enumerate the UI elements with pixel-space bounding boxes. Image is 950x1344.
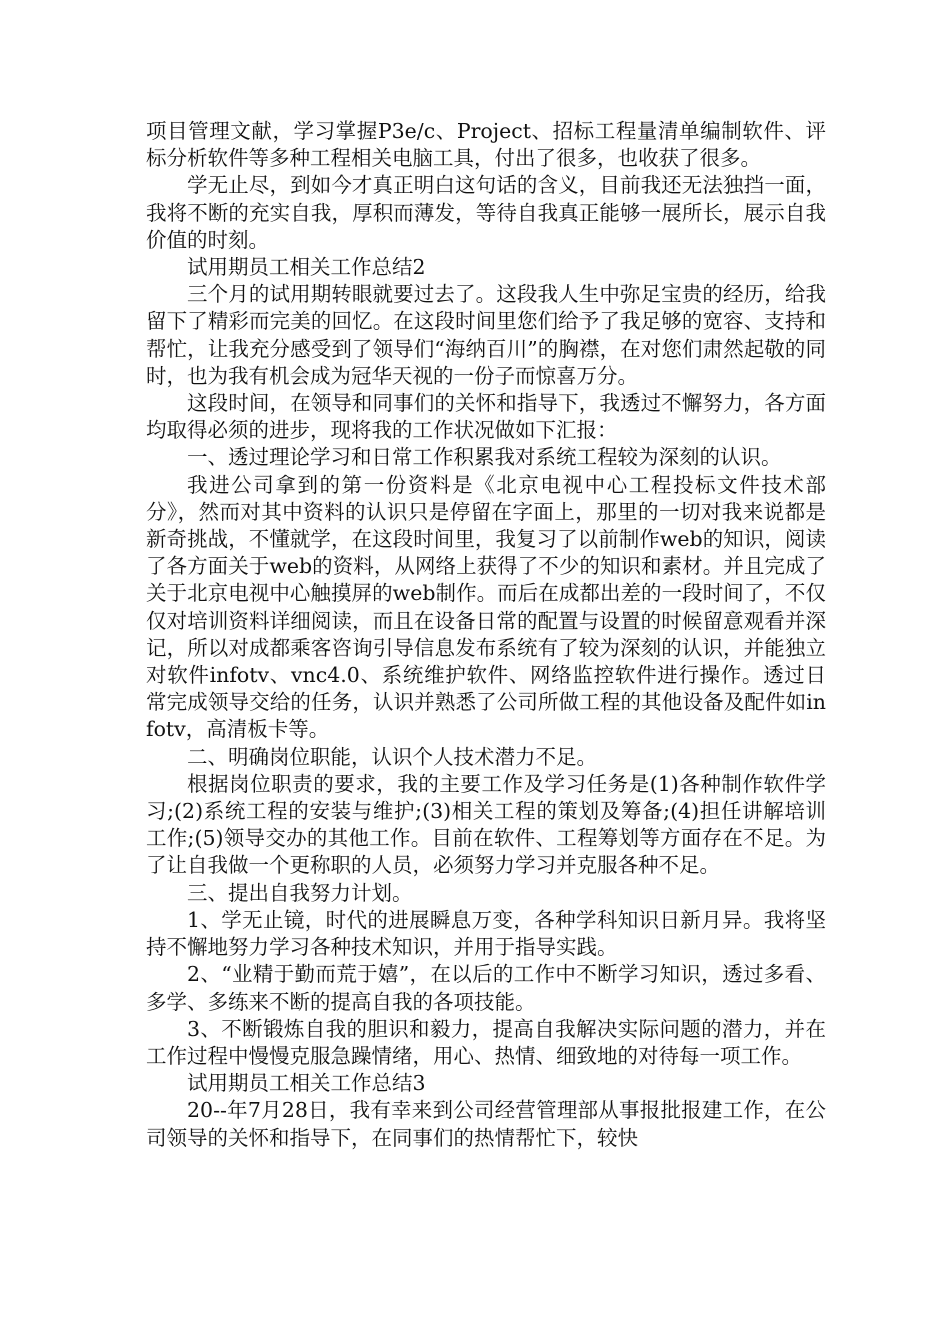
list-item-1: 1、学无止镜，时代的进展瞬息万变，各种学科知识日新月异。我将坚持不懈地努力学习各种技术知识，并用于指导实践。	[146, 907, 826, 960]
subheading-3: 三、提出自我努力计划。	[187, 880, 413, 905]
subheading-1: 一、透过理论学习和日常工作积累我对系统工程较为深刻的认识。	[187, 445, 782, 470]
section-heading-3: 试用期员工相关工作总结3	[187, 1071, 426, 1096]
paragraph: 三个月的试用期转眼就要过去了。这段我人生中弥足宝贵的经历，给我留下了精彩而完美的回忆。在这段时间里您们给予了我足够的宽容、支持和帮忙，让我充分感受到了领导们“海纳百川”的胸襟，在对您们肃然起敬的同时，也为我有机会成为冠华天视的一份子而惊喜万分。	[146, 282, 826, 388]
paragraph: 这段时间，在领导和同事们的关怀和指导下，我透过不懈努力，各方面均取得必须的进步，现将我的工作状况做如下汇报：	[146, 391, 826, 443]
paragraph: 学无止尽，到如今才真正明白这句话的含义，目前我还无法独挡一面，我将不断的充实自我，厚积而薄发，等待自我真正能够一展所长，展示自我价值的时刻。	[146, 173, 826, 252]
paragraph-continuation: 项目管理文献，学习掌握P3e/c、Project、招标工程量清单编制软件、评标分析软件等多种工程相关电脑工具，付出了很多，也收获了很多。	[146, 119, 826, 171]
paragraph: 我进公司拿到的第一份资料是《北京电视中心工程投标文件技术部分》，然而对其中资料的认识只是停留在字面上，那里的一切对我来说都是新奇挑战，不懂就学，在这段时间里，我复习了以前制作web的知识，阅读了各方面关于web的资料，从网络上获得了不少的知识和素材。并且完成了关于北京电视中心触摸屏的web制作。而后在成都出差的一段时间了，不仅仅对培训资料详细阅读，而且在设备日常的配置与设置的时候留意观看并深记，所以对成都乘客咨询引导信息发布系统有了较为深刻的认识，并能独立对软件infotv、vnc4.0、系统维护软件、网络监控软件进行操作。透过日常完成领导交给的任务，认识并熟悉了公司所做工程的其他设备及配件如infotv，高清板卡等。	[146, 472, 826, 742]
list-item-2: 2、“业精于勤而荒于嬉”，在以后的工作中不断学习知识，透过多看、多学、多练来不断的提高自我的各项技能。	[146, 962, 826, 1014]
subheading-2: 二、明确岗位职能，认识个人技术潜力不足。	[187, 744, 597, 769]
paragraph: 20--年7月28日，我有幸来到公司经营管理部从事报批报建工作，在公司领导的关怀和指导下，在同事们的热情帮忙下，较快	[146, 1098, 826, 1150]
document-page	[146, 118, 826, 1152]
section-heading-2: 试用期员工相关工作总结2	[187, 255, 426, 280]
paragraph: 根据岗位职责的要求，我的主要工作及学习任务是(1)各种制作软件学习;(2)系统工程的安装与维护;(3)相关工程的策划及筹备;(4)担任讲解培训工作;(5)领导交办的其他工作。目前在软件、工程筹划等方面存在不足。为了让自我做一个更称职的人员，必须努力学习并克服各种不足。	[146, 771, 826, 878]
list-item-3: 3、不断锻炼自我的胆识和毅力，提高自我解决实际问题的潜力，并在工作过程中慢慢克服急躁情绪，用心、热情、细致地的对待每一项工作。	[146, 1016, 826, 1068]
